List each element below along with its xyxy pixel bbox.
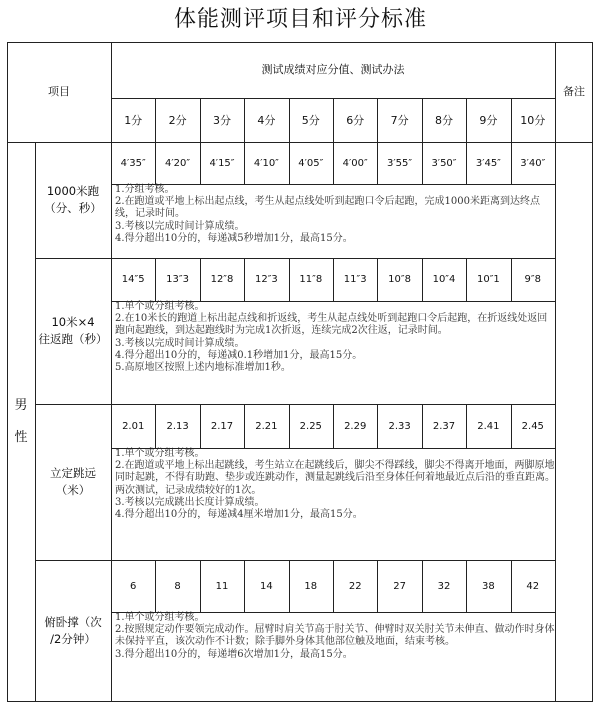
score-cell: 4′00″ — [342, 157, 368, 169]
grid-line — [422, 560, 423, 612]
grid-line — [155, 98, 156, 142]
score-header-cell: 10分 — [520, 114, 546, 127]
item-line: 1000米跑 — [46, 184, 100, 198]
score-cell: 8 — [174, 580, 181, 592]
grid-line — [555, 42, 556, 702]
score-cell: 2.21 — [255, 420, 278, 432]
grid-line — [244, 560, 245, 612]
grid-line — [333, 560, 334, 612]
note-line: 2.按照规定动作要领完成动作。屈臂时肩关节高于肘关节、伸臂时双关肘关节未伸直、做动作时身体未保持平直，该次动作不计数；除手脚外身体其他部位触及地面，结束考核。 — [115, 624, 555, 648]
item-1000m-run — [35, 142, 111, 258]
grid-line — [289, 404, 290, 448]
score-cell: 14″5 — [121, 274, 145, 285]
grid-line — [111, 42, 112, 702]
item-line: （分、秒） — [44, 201, 102, 215]
score-cell: 38 — [482, 580, 495, 592]
gender-char-1: 男 — [14, 398, 28, 413]
grid-line — [200, 142, 201, 184]
header-remark-label: 备注 — [563, 85, 585, 98]
grid-line — [35, 404, 555, 405]
grid-line — [377, 258, 378, 301]
score-cell: 4′10″ — [253, 157, 279, 169]
item-line: （米） — [55, 483, 91, 497]
score-cell: 10″1 — [476, 274, 500, 285]
score-header-cell: 6分 — [346, 114, 365, 127]
grid-line — [511, 142, 512, 184]
gender-label — [7, 142, 35, 702]
score-cell: 2.17 — [210, 420, 234, 432]
score-header-cell: 7分 — [390, 114, 409, 127]
grid-line — [377, 98, 378, 142]
score-cell: 10″8 — [388, 274, 411, 285]
grid-line — [377, 404, 378, 448]
grid-line — [511, 258, 512, 301]
grid-line — [244, 404, 245, 448]
grid-line — [200, 404, 201, 448]
grid-line — [466, 404, 467, 448]
score-cell: 18 — [304, 580, 318, 592]
notes-1000m-run — [115, 184, 555, 245]
grid-line — [289, 560, 290, 612]
score-cell: 32 — [437, 580, 451, 592]
note-line: 2.在跑道或平地上标出起跳线，考生站立在起跳线后，脚尖不得踩线，脚尖不得离开地面，两脚原地同时起跳，不得有助跑、垫步或连跳动作，测量起跳线后沿至身体任何着地最近点后沿的垂直距离。两次测试，记录成绩较好的1次。 — [115, 460, 555, 496]
score-cell: 10″4 — [432, 274, 456, 285]
note-line: 1.分组考核。 — [115, 184, 175, 195]
grid-line — [111, 301, 555, 302]
gender-char-2: 性 — [14, 430, 28, 445]
score-cell: 4′15″ — [209, 157, 235, 169]
grid-line — [200, 560, 201, 612]
grid-line — [466, 142, 467, 184]
score-cell: 2.13 — [166, 420, 189, 432]
score-cell: 3′45″ — [475, 157, 501, 169]
grid-line — [155, 258, 156, 301]
score-cell: 2.25 — [299, 420, 322, 432]
grid-line — [35, 560, 555, 561]
grid-line — [7, 142, 593, 143]
score-cell: 2.41 — [477, 420, 500, 432]
note-line: 3.考核以完成跳出长度计算成绩。 — [115, 496, 265, 508]
page-title: 体能测评项目和评分标准 — [173, 7, 427, 32]
grid-line — [200, 98, 201, 142]
score-cell: 13″3 — [166, 274, 189, 285]
note-line: 3.考核以完成时间计算成绩。 — [115, 220, 245, 232]
grid-line — [377, 142, 378, 184]
grid-line — [422, 404, 423, 448]
score-cell: 14 — [260, 580, 273, 592]
grid-line — [333, 404, 334, 448]
score-cell: 11″3 — [343, 274, 367, 285]
score-cell: 22 — [348, 580, 362, 592]
scoring-table — [7, 42, 593, 702]
item-push-ups — [35, 560, 111, 702]
grid-line — [244, 98, 245, 142]
score-header-cell: 5分 — [301, 114, 320, 127]
note-line: 4.得分超出10分的，每递减5秒增加1分，最高15分。 — [115, 232, 353, 244]
score-cell: 3′40″ — [520, 157, 546, 169]
grid-line — [511, 404, 512, 448]
score-cell: 4′35″ — [120, 157, 146, 169]
item-line: /2分钟） — [50, 632, 96, 646]
score-cell: 12″3 — [254, 274, 278, 285]
grid-line — [155, 560, 156, 612]
grid-line — [422, 258, 423, 301]
score-cell: 9″8 — [524, 274, 542, 285]
item-standing-jump — [35, 404, 111, 560]
notes-push-ups — [115, 612, 555, 661]
score-cell: 3′50″ — [431, 157, 457, 169]
score-cell: 2.45 — [521, 420, 544, 432]
score-cell: 42 — [526, 580, 540, 592]
notes-standing-jump — [115, 448, 555, 521]
item-line: 10米×4 — [51, 315, 95, 329]
note-line: 3.得分超出10分的，每递增6次增加1分，最高15分。 — [115, 648, 353, 660]
note-line: 2.在跑道或平地上标出起点线，考生从起点线处听到起跑口令后起跑，完成1000米距离到达终点线，记录时间。 — [115, 196, 540, 220]
grid-line — [511, 560, 512, 612]
score-cell: 2.33 — [388, 420, 411, 432]
note-line: 2.在10米长的跑道上标出起点线和折返线，考生从起点线处听到起跑口令后起跑，在折返线处返回跑向起跑线，到达起跑线时为完成1次折返，连续完成2次往返，记录时间。 — [115, 313, 548, 337]
note-line: 1.单个或分组考核。 — [115, 448, 205, 459]
score-cell: 4′20″ — [165, 157, 191, 169]
score-cell: 3′55″ — [387, 157, 413, 169]
grid-line — [289, 98, 290, 142]
grid-line — [289, 258, 290, 301]
score-cell: 27 — [393, 580, 406, 592]
score-cell: 2.29 — [344, 420, 367, 432]
score-header-cell: 1分 — [124, 114, 143, 127]
grid-line — [511, 98, 512, 142]
item-shuttle-run — [35, 258, 111, 404]
note-line: 1.单个或分组考核。 — [115, 301, 205, 312]
grid-line — [244, 258, 245, 301]
score-header-cell: 4分 — [257, 114, 276, 127]
score-header-cell: 8分 — [434, 114, 453, 127]
score-cell: 4′05″ — [298, 157, 324, 169]
grid-line — [422, 142, 423, 184]
score-header-cell: 9分 — [479, 114, 498, 127]
grid-line — [155, 142, 156, 184]
grid-line — [333, 98, 334, 142]
grid-line — [35, 142, 36, 702]
grid-line — [35, 258, 555, 259]
item-line: 往返跑（秒） — [38, 332, 108, 346]
note-line: 4.得分超出10分的，每递减4厘米增加1分，最高15分。 — [115, 509, 363, 521]
grid-line — [111, 448, 555, 449]
grid-line — [466, 258, 467, 301]
header-main-label: 测试成绩对应分值、测试办法 — [261, 63, 405, 76]
grid-line — [333, 258, 334, 301]
grid-line — [466, 560, 467, 612]
item-line: 立定跳远 — [50, 466, 96, 480]
score-cell: 2.01 — [122, 420, 145, 432]
item-line: 俯卧撑（次 — [44, 615, 102, 629]
score-header-cell: 3分 — [212, 114, 231, 127]
score-cell: 11 — [215, 580, 229, 592]
header-item-label: 项目 — [48, 85, 70, 98]
score-header-cell: 2分 — [168, 114, 187, 127]
grid-line — [244, 142, 245, 184]
note-line: 3.考核以完成时间计算成绩。 — [115, 337, 245, 349]
score-cell: 12″8 — [210, 274, 234, 285]
grid-line — [333, 142, 334, 184]
notes-shuttle-run — [115, 301, 555, 374]
grid-line — [111, 184, 555, 185]
score-cell: 2.37 — [432, 420, 456, 432]
grid-line — [289, 142, 290, 184]
grid-line — [377, 560, 378, 612]
note-line: 4.得分超出10分的，每递减0.1秒增加1分，最高15分。 — [115, 349, 363, 361]
grid-line — [422, 98, 423, 142]
grid-line — [466, 98, 467, 142]
note-line: 1.单个或分组考核。 — [115, 612, 205, 623]
score-cell: 11″8 — [299, 274, 323, 285]
grid-line — [200, 258, 201, 301]
score-cell: 6 — [130, 580, 137, 592]
grid-line — [111, 612, 555, 613]
note-line: 5.高原地区按照上述内地标准增加1秒。 — [115, 362, 291, 374]
grid-line — [155, 404, 156, 448]
